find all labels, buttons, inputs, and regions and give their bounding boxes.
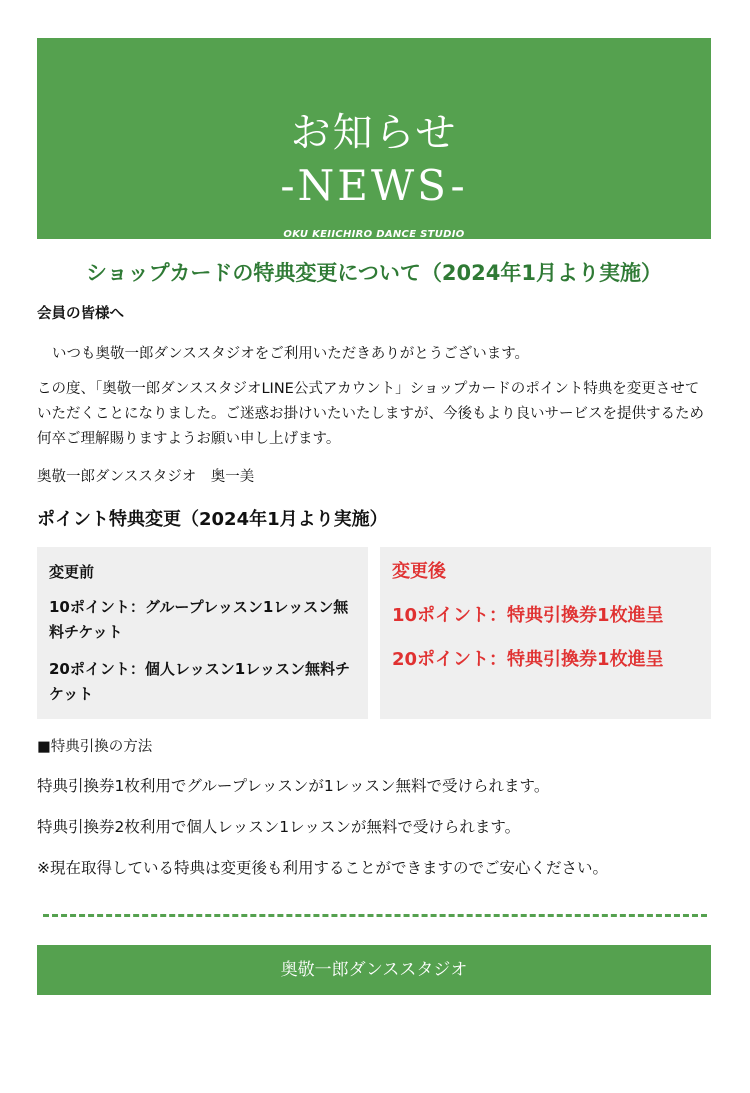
after-item: 20ポイント：特典引換券1枚進呈	[392, 649, 664, 670]
points-section-title: ポイント特典変更（2024年1月より実施）	[37, 509, 388, 530]
dashed-divider	[43, 914, 707, 917]
redeem-heading: ■特典引換の方法	[37, 739, 153, 755]
banner-title-jp: お知らせ	[290, 110, 458, 156]
signature: 奥敬一郎ダンススタジオ 奥一美	[37, 469, 255, 485]
redeem-line: 特典引換券2枚利用で個人レッスン1レッスンが無料で受けられます。	[37, 818, 521, 836]
redeem-line: 特典引換券1枚利用でグループレッスンが1レッスン無料で受けられます。	[37, 777, 550, 795]
banner-title-en: -NEWS-	[280, 161, 468, 210]
before-change-box	[37, 547, 368, 719]
thanks-text: いつも奥敬一郎ダンススタジオをご利用いただきありがとうございます。	[52, 346, 530, 362]
page-headline: ショップカードの特典変更について（2024年1月より実施）	[85, 261, 662, 285]
redeem-note: ※現在取得している特典は変更後も利用することができますのでご安心ください。	[37, 859, 608, 877]
banner-studio-name: OKU KEIICHIRO DANCE STUDIO	[283, 229, 465, 240]
announcement-body: この度、「奥敬一郎ダンススタジオLINE公式アカウント」ショップカードのポイント特典を変更させていただくことになりました。ご迷惑お掛けいたいたしますが、今後もより良いサービスを提供するため何卒ご理解賜りますようお願い申し上げます。	[37, 381, 704, 447]
after-item: 10ポイント：特典引換券1枚進呈	[392, 605, 664, 626]
greeting: 会員の皆様へ	[37, 306, 124, 322]
footer-studio-bar: 奥敬一郎ダンススタジオ	[37, 945, 711, 995]
news-banner	[37, 38, 711, 239]
before-item: 20ポイント：個人レッスン1レッスン無料チケット	[49, 660, 351, 703]
before-item: 10ポイント：グループレッスン1レッスン無料チケット	[49, 598, 349, 641]
before-label: 変更前	[49, 563, 95, 581]
after-label: 変更後	[392, 561, 446, 582]
after-change-box	[380, 547, 711, 719]
